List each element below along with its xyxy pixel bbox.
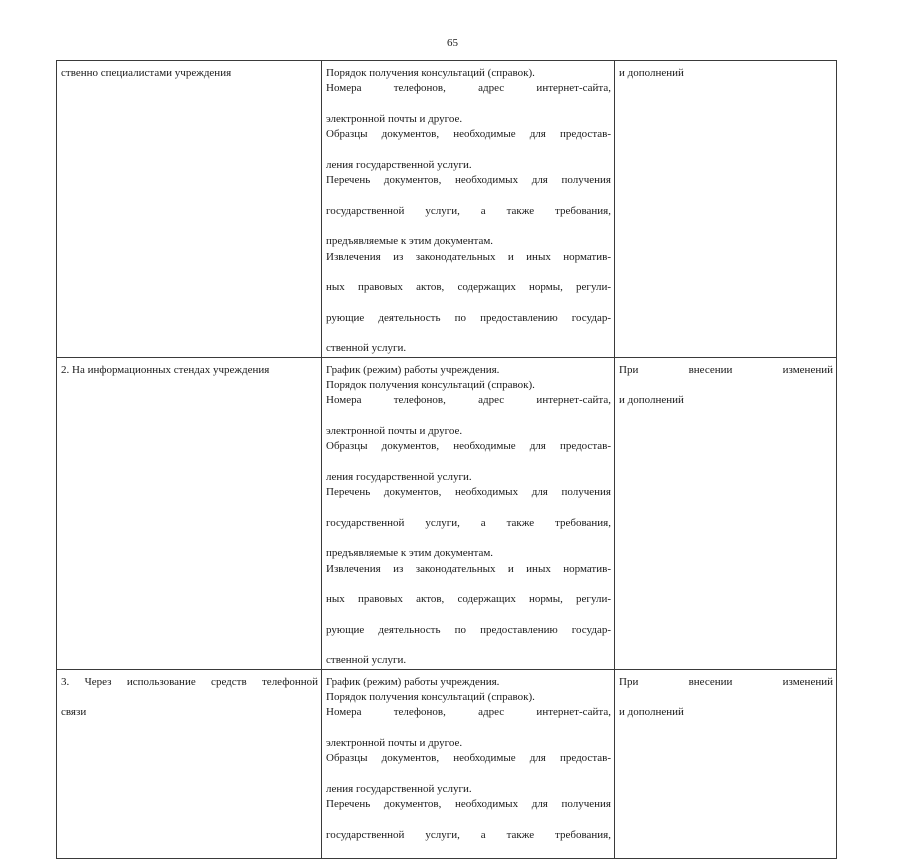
cell-text-line: электронной почты и другое. <box>326 736 463 749</box>
table-row <box>57 357 837 669</box>
place-cell <box>57 61 322 358</box>
cell-text-line: Номера телефонов, адрес интернет-сайта, <box>326 394 611 407</box>
cell-text-line: и дополнений <box>619 394 684 407</box>
place-text: ственно специалистами учреждения <box>61 67 232 79</box>
cell-text-line: Порядок получения консультаций (справок). <box>326 690 535 703</box>
cell-text-line: При внесении изменений <box>619 675 833 688</box>
cell-text-line: При внесении изменений <box>619 363 833 376</box>
cell-text-line: предъявляемые к этим документам. <box>326 547 494 560</box>
cell-text-line: 3. Через использование средств телефонной <box>61 675 318 688</box>
cell-text-line: ления государственной услуги. <box>326 470 472 483</box>
update-cell <box>615 669 837 859</box>
place-cell <box>57 669 322 859</box>
cell-text-line: График (режим) работы учреждения. <box>326 363 500 376</box>
cell-text-line: Номера телефонов, адрес интернет-сайта, <box>326 706 611 719</box>
info-cell <box>322 61 615 358</box>
cell-text-line: ления государственной услуги. <box>326 158 472 171</box>
cell-text-line: и дополнений <box>619 67 684 79</box>
table-row <box>57 61 837 358</box>
cell-text-line: ственной услуги. <box>326 342 407 355</box>
cell-text-line: Образцы документов, необходимые для предостав- <box>326 440 611 453</box>
place-cell <box>57 357 322 669</box>
cell-text-line: электронной почты и другое. <box>326 112 463 125</box>
cell-text-line: государственной услуги, а также требования, <box>326 516 611 529</box>
cell-text-line: рующие деятельность по предоставлению государ- <box>326 311 611 324</box>
cell-text-line: Порядок получения консультаций (справок). <box>326 378 535 391</box>
cell-text-line: Образцы документов, необходимые для предостав- <box>326 128 611 141</box>
cell-text-line: государственной услуги, а также требования, <box>326 204 611 217</box>
cell-text-line: ных правовых актов, содержащих нормы, регули- <box>326 593 611 606</box>
cell-text-line: ления государственной услуги. <box>326 782 472 795</box>
cell-text-line: Номера телефонов, адрес интернет-сайта, <box>326 82 611 95</box>
update-cell <box>615 61 837 358</box>
page-number: 65 <box>447 37 458 49</box>
cell-text-line: Перечень документов, необходимых для получения <box>326 486 611 499</box>
cell-text-line: Извлечения из законодательных и иных норматив- <box>326 250 611 263</box>
cell-text-line: Извлечения из законодательных и иных норматив- <box>326 562 611 575</box>
cell-text-line: ственной услуги. <box>326 654 407 667</box>
table-row <box>57 669 837 859</box>
cell-text-line: связи <box>61 706 87 719</box>
cell-text-line: ных правовых актов, содержащих нормы, регули- <box>326 281 611 294</box>
cell-text-line: Перечень документов, необходимых для получения <box>326 174 611 187</box>
info-cell <box>322 669 615 859</box>
cell-text-line: рующие деятельность по предоставлению государ- <box>326 623 611 636</box>
update-cell <box>615 357 837 669</box>
cell-text-line: График (режим) работы учреждения. <box>326 675 500 688</box>
cell-text-line: и дополнений <box>619 706 684 719</box>
cell-text-line: Порядок получения консультаций (справок). <box>326 67 535 79</box>
cell-text-line: предъявляемые к этим документам. <box>326 235 494 248</box>
cell-text-line: Перечень документов, необходимых для получения <box>326 797 611 810</box>
cell-text-line: электронной почты и другое. <box>326 424 463 437</box>
place-text: 2. На информационных стендах учреждения <box>61 363 270 376</box>
services-info-table <box>56 60 837 859</box>
cell-text-line: Образцы документов, необходимые для предостав- <box>326 752 611 765</box>
cell-text-line: государственной услуги, а также требования, <box>326 828 611 841</box>
info-cell <box>322 357 615 669</box>
